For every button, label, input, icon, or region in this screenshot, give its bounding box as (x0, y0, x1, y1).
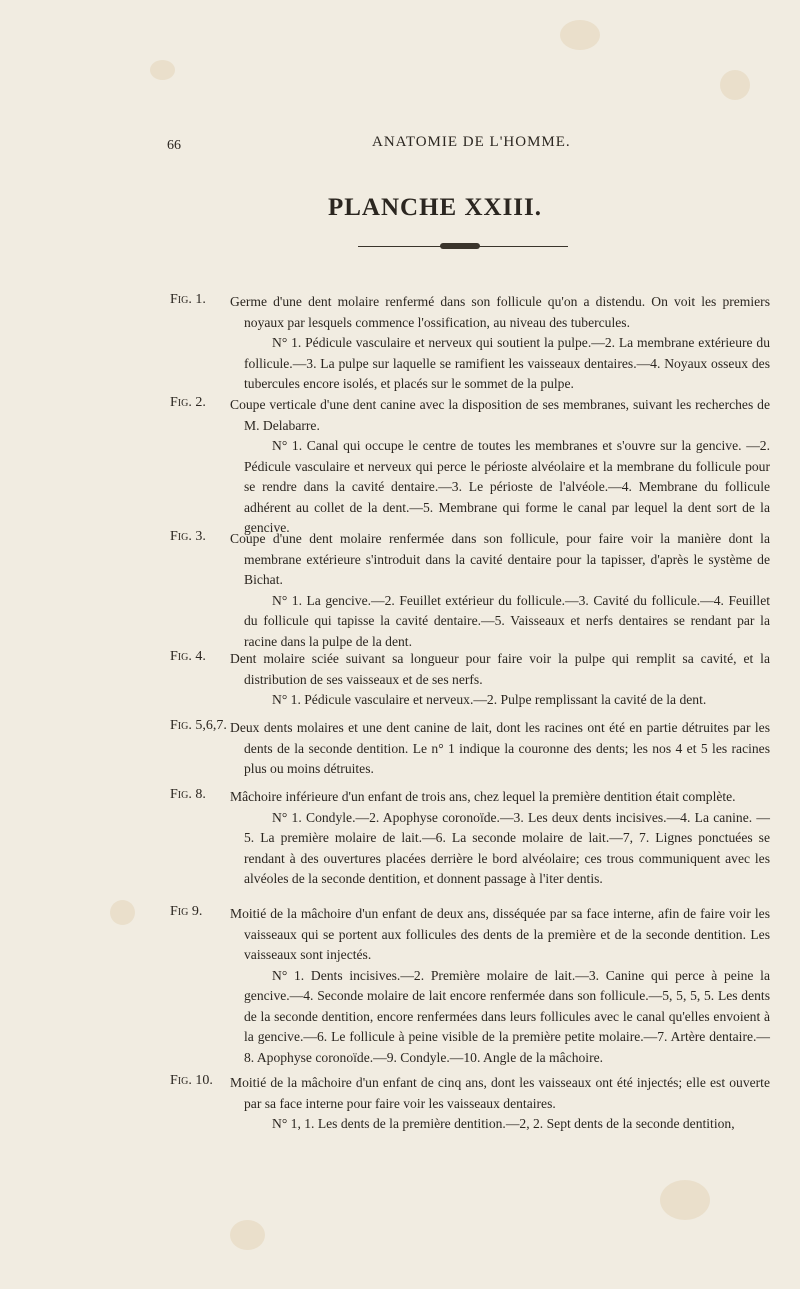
foxing-stain (660, 1180, 710, 1220)
figure-entry-4 (170, 649, 770, 711)
figure-legend: N° 1. Dents incisives.—2. Première molaire de lait.—3. Canine qui perce à peine la gencive.—4. Seconde molaire de lait encore renfermée dans son follicule.—5, 5, 5, 5. Les dents de la seconde dentition, encore renfermées dans leurs follicules avec le canal qu'elles envoient à la gencive.—6. Le follicule à peine visible de la première petite molaire.—7. Artère dentaire.—8. Apophyse coronoïde.—9. Condyle.—10. Angle de la mâchoire. (244, 967, 770, 1065)
figure-description: Moitié de la mâchoire d'un enfant de deux ans, disséquée par sa face interne, afin de faire voir les vaisseaux qui se portent aux follicules des dents de la première et de la seconde dentition. Les vaisseaux sont injectés. (230, 906, 770, 962)
foxing-stain (230, 1220, 265, 1250)
figure-entry-10 (170, 1073, 770, 1135)
figure-legend: N° 1. La gencive.—2. Feuillet extérieur du follicule.—3. Cavité du follicule.—4. Feuillet du follicule qui tapisse la cavité dentaire.—5. Vaisseaux et nerfs dentaires se rendant par la racine dans la pulpe de la dent. (244, 592, 770, 649)
foxing-stain (560, 20, 600, 50)
foxing-stain (110, 900, 135, 925)
figure-legend: N° 1, 1. Les dents de la première dentition.—2, 2. Sept dents de la seconde dentition, (272, 1116, 735, 1131)
figure-label: Fig. 2. (170, 395, 206, 410)
figure-legend: N° 1. Pédicule vasculaire et nerveux.—2. Pulpe remplissant la cavité de la dent. (272, 692, 707, 707)
figure-description: Coupe verticale d'une dent canine avec la disposition de ses membranes, suivant les recherches de M. Delabarre. (230, 397, 770, 433)
running-title: ANATOMIE DE L'HOMME. (372, 134, 571, 150)
figure-entry-9 (170, 904, 770, 1068)
figure-entry-8 (170, 787, 770, 890)
figure-description: Moitié de la mâchoire d'un enfant de cinq ans, dont les vaisseaux ont été injectés; elle est ouverte par sa face interne pour faire voir les vaisseaux dentaires. (230, 1075, 770, 1111)
figure-legend: N° 1. Pédicule vasculaire et nerveux qui soutient la pulpe.—2. La membrane extérieure du follicule.—3. La pulpe sur laquelle se ramifient les vaisseaux dentaires.—4. Noyaux osseux des tubercules encore isolés, et placés sur le sommet de la pulpe. (244, 335, 770, 391)
foxing-stain (150, 60, 175, 80)
figure-label: Fig. 4. (170, 649, 206, 664)
figure-description: Germe d'une dent molaire renfermé dans son follicule qu'on a distendu. On voit les premiers noyaux par lesquels commence l'ossification, au niveau des tubercules. (230, 294, 770, 330)
figure-label: Fig. 3. (170, 529, 206, 544)
plate-title: PLANCHE XXIII. (327, 194, 543, 221)
foxing-stain (720, 70, 750, 100)
figure-legend: N° 1. Condyle.—2. Apophyse coronoïde.—3. Les deux dents incisives.—4. La canine. —5. La première molaire de lait.—6. La seconde molaire de lait.—7, 7. Lignes ponctuées se rendant à des ouvertures placées derrière le bord alvéolaire; ces trous communiquent avec les alvéoles de la seconde dentition, et donnent passage à l'iter dentis. (244, 809, 770, 886)
figure-label: Fig. 5,6,7. (170, 718, 227, 733)
figure-entry-5-6-7 (170, 718, 770, 780)
figure-description: Dent molaire sciée suivant sa longueur pour faire voir la pulpe qui remplit sa cavité, et la distribution de ses vaisseaux et de ses nerfs. (230, 651, 770, 687)
figure-description: Coupe d'une dent molaire renfermée dans son follicule, pour faire voir la manière dont la membrane extérieure s'introduit dans la cavité dentaire pour la tapisser, d'après le système de Bichat. (230, 531, 770, 587)
figure-label: Fig 9. (170, 904, 203, 919)
figure-entry-3 (170, 529, 770, 652)
figure-label: Fig. 10. (170, 1073, 213, 1088)
figure-description: Deux dents molaires et une dent canine de lait, dont les racines ont été en partie détruites par les dents de la seconde dentition. Le n° 1 indique la couronne des dents; les nos 4 et 5 les racines plus ou moins détruites. (230, 720, 770, 776)
figure-description: Mâchoire inférieure d'un enfant de trois ans, chez lequel la première dentition était complète. (230, 789, 736, 804)
figure-label: Fig. 8. (170, 787, 206, 802)
page-number: 66 (167, 138, 181, 153)
rule-ornament (440, 243, 480, 249)
figure-label: Fig. 1. (170, 292, 206, 307)
figure-legend: N° 1. Canal qui occupe le centre de toutes les membranes et s'ouvre sur la gencive. —2. Pédicule vasculaire et nerveux qui perce le périoste alvéolaire et la membrane du follicule pour se rendre dans la cavité dentaire.—3. Le périoste de l'alvéole.—4. Membrane du follicule adhérent au collet de la dent.—5. Membrane qui forme le canal par lequel la dent sort de la gencive. (244, 438, 770, 535)
figure-entry-2 (170, 395, 770, 539)
figure-entry-1 (170, 292, 770, 395)
